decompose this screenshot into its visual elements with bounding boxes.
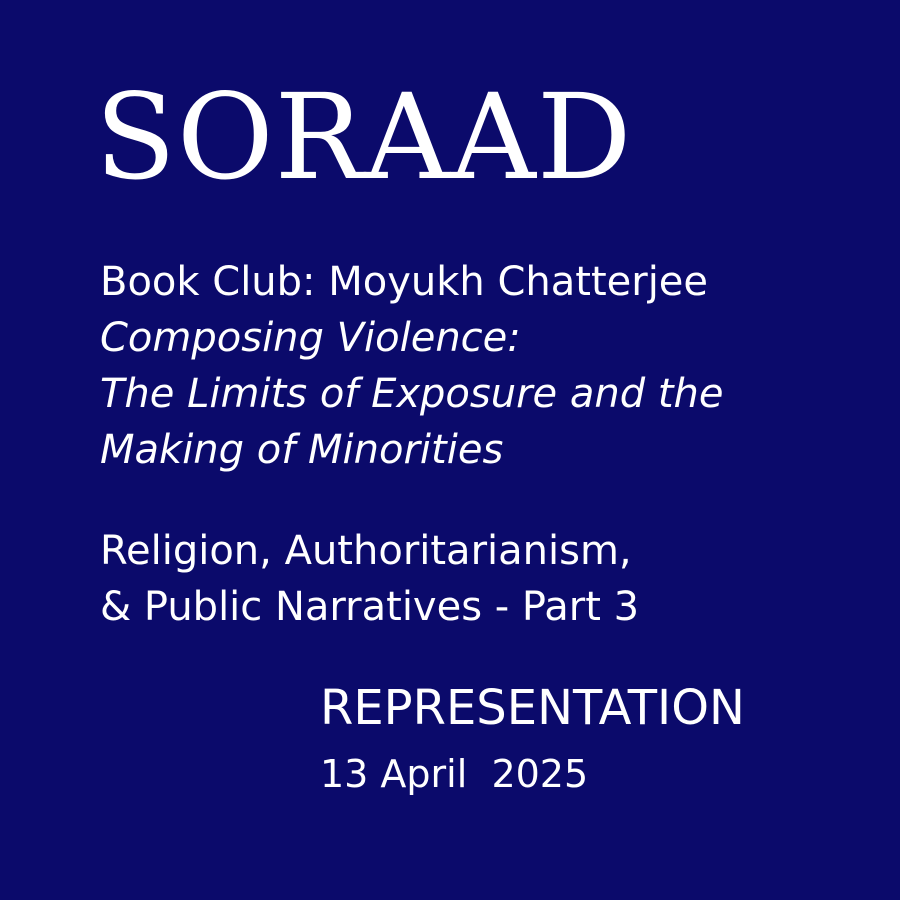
- series-line-2: & Public Narratives - Part 3: [100, 584, 640, 630]
- book-title-line-1: Composing Violence:: [100, 315, 521, 361]
- event-topic: REPRESENTATION: [320, 680, 745, 736]
- event-date: 13 April 2025: [320, 752, 589, 796]
- book-info: [100, 254, 723, 478]
- book-title-line-3: Making of Minorities: [100, 427, 504, 473]
- series-info: [100, 523, 639, 635]
- book-title-line-2: The Limits of Exposure and the: [100, 371, 724, 417]
- brand-logo: SORAAD: [95, 68, 633, 206]
- series-line-1: Religion, Authoritarianism,: [100, 528, 632, 574]
- book-club-heading: Book Club: Moyukh Chatterjee: [100, 259, 709, 305]
